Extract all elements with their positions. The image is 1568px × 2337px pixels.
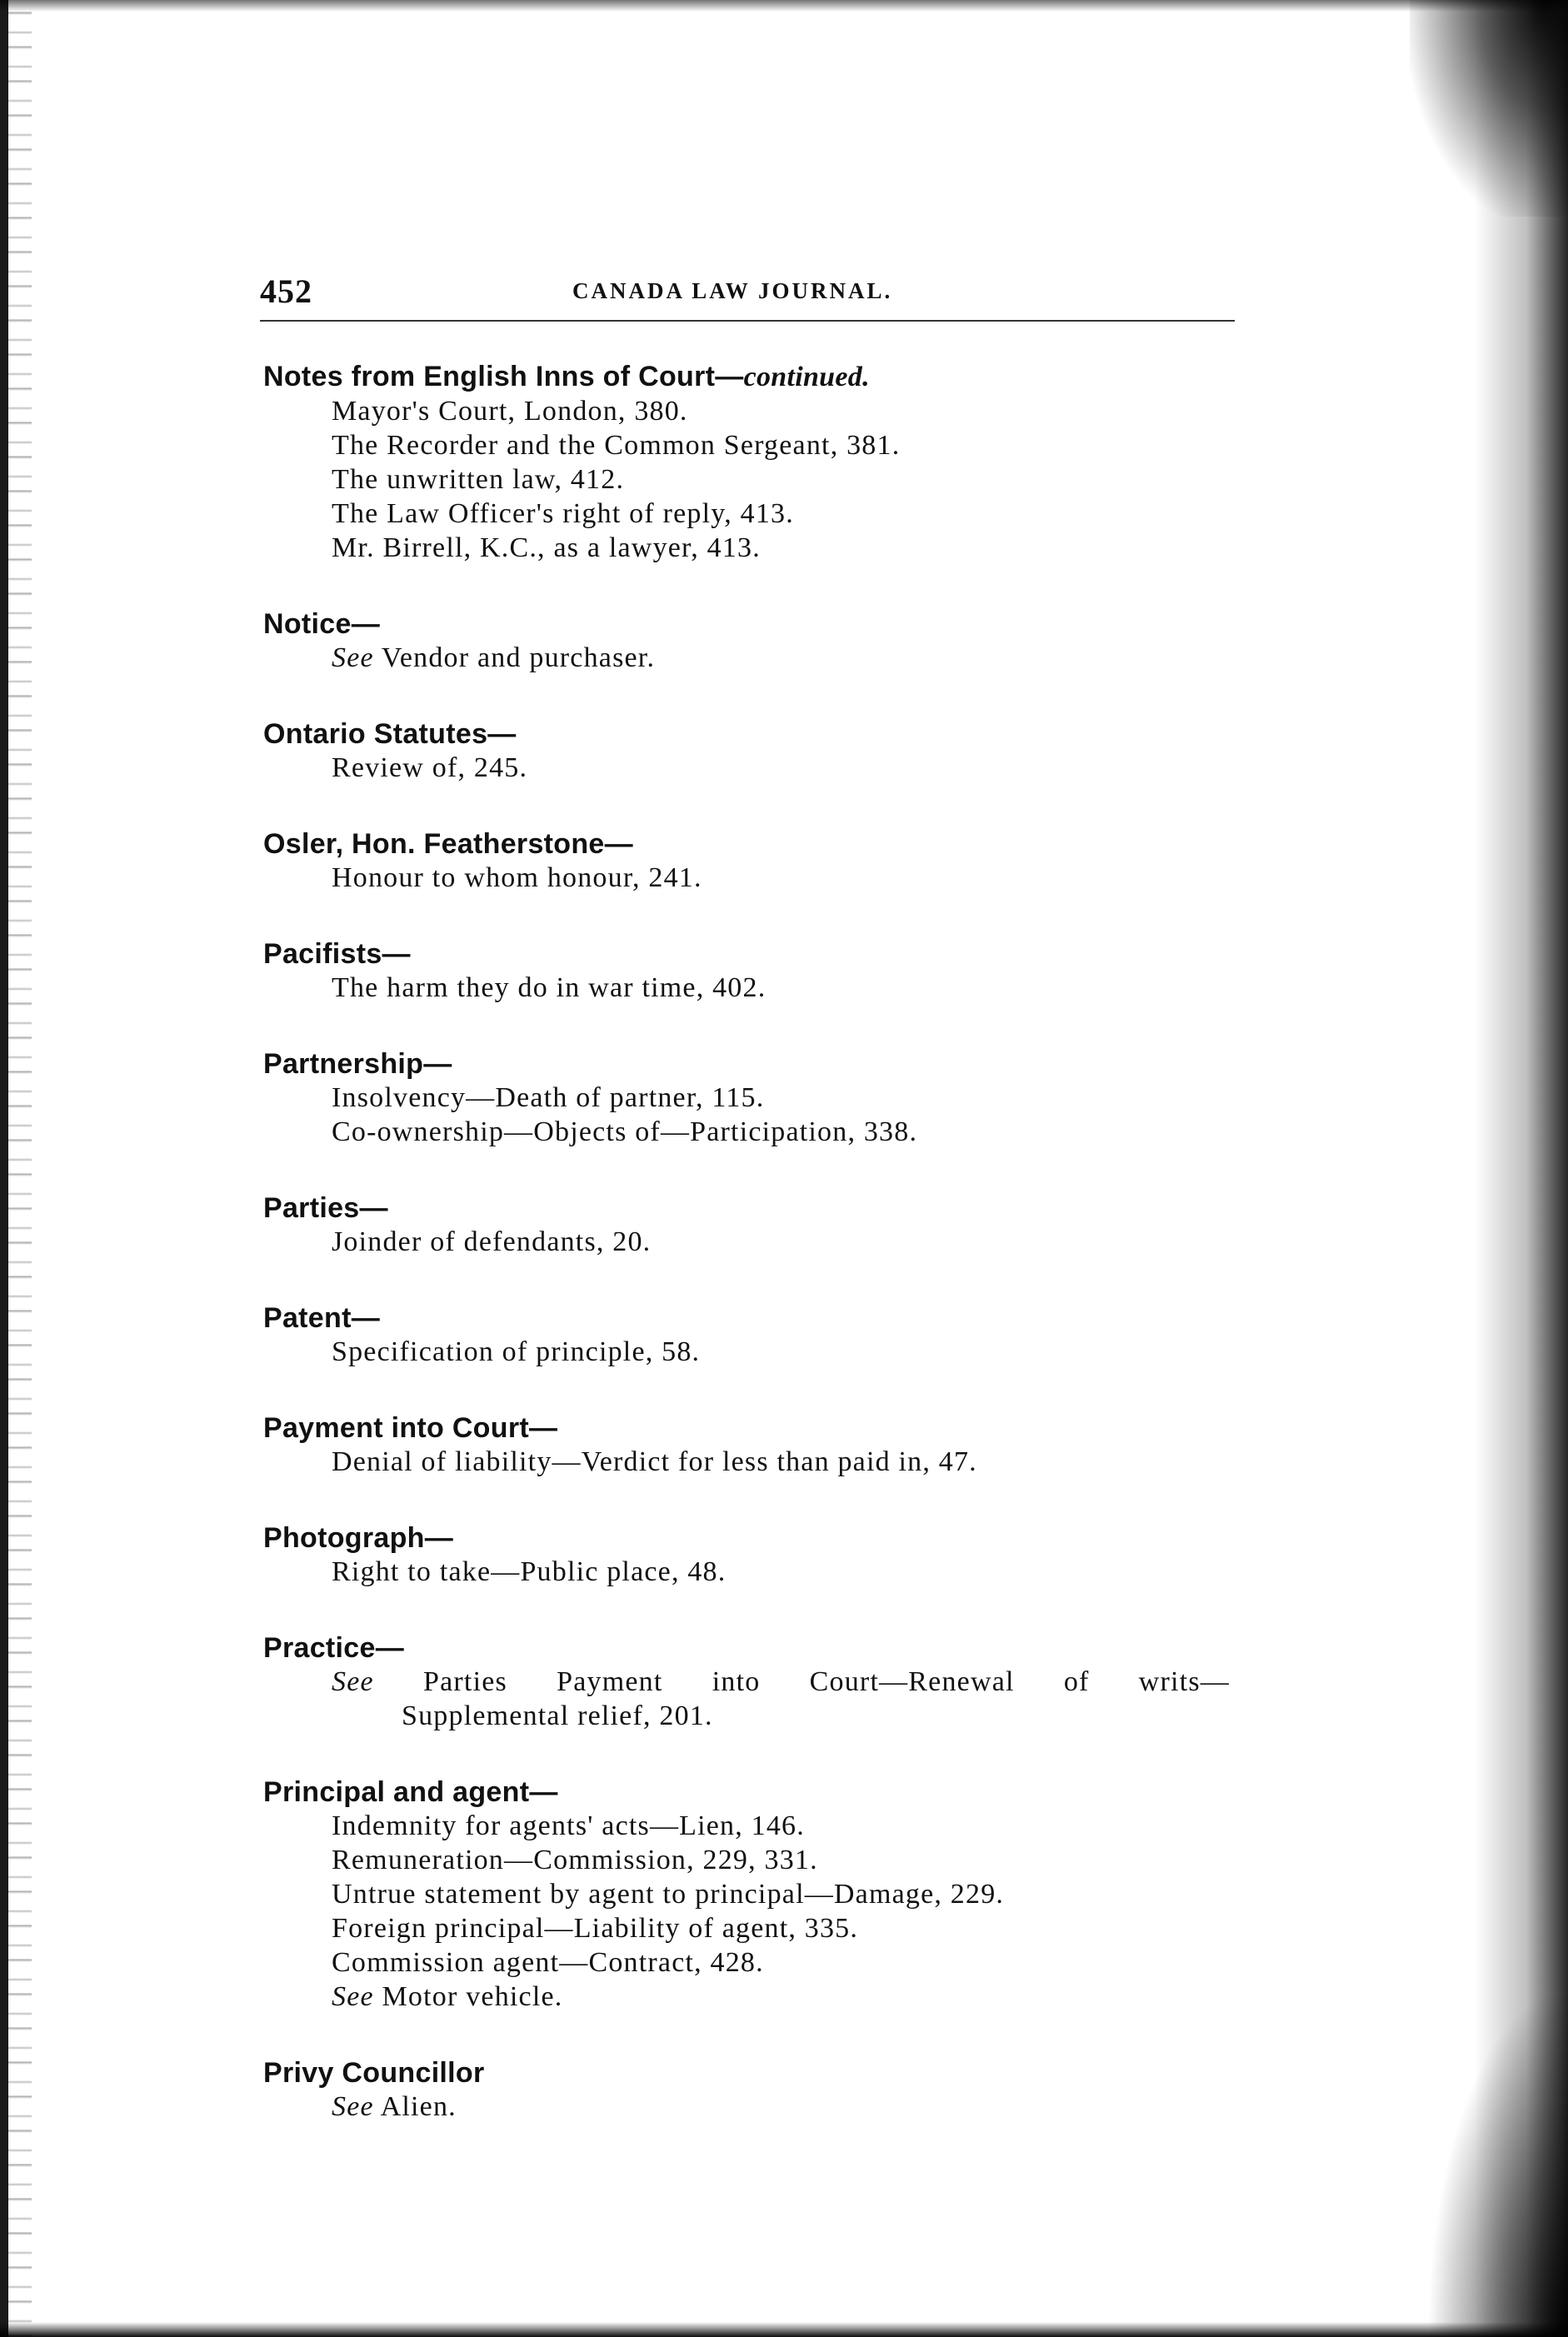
sub-entry: Joinder of defendants, 20. (332, 1226, 652, 1257)
cross-reference-word: Court—Renewal (809, 1666, 1015, 1697)
cross-reference (263, 641, 1238, 675)
index-entry-partnership (263, 1047, 1238, 1149)
index-entry-notes-from-english-inns (263, 360, 1238, 565)
sub-entry: Co-ownership—Objects of—Participation, 338. (332, 1116, 918, 1147)
cross-reference-target: Vendor and purchaser. (373, 642, 656, 673)
sub-entry: The harm they do in war time, 402. (332, 972, 767, 1003)
entry-heading: Photograph— (263, 1522, 454, 1554)
see-label: See (332, 2091, 374, 2122)
index-entry-ontario-statutes (263, 717, 1238, 785)
sub-entry: Insolvency—Death of partner, 115. (332, 1082, 765, 1113)
sub-entry: The Recorder and the Common Sergeant, 381. (332, 430, 901, 461)
cross-reference-word: Payment (557, 1666, 663, 1697)
index-entry-parties (263, 1191, 1238, 1259)
index-entry-practice (263, 1631, 1238, 1733)
sub-entry: Mr. Birrell, K.C., as a lawyer, 413. (332, 532, 761, 563)
sub-entry: Specification of principle, 58. (332, 1336, 701, 1367)
sub-entry: Commission agent—Contract, 428. (332, 1947, 764, 1978)
entry-heading: Practice— (263, 1632, 405, 1664)
sub-entry: Untrue statement by agent to principal—Damage, 229. (332, 1879, 1005, 1910)
scan-blot-bottom-right (1426, 1987, 1568, 2337)
page-header (260, 267, 1235, 317)
index-entry-principal-and-agent (263, 1775, 1238, 2014)
page-number: 452 (260, 272, 312, 310)
entry-heading: Notice— (263, 608, 381, 640)
index-entry-pacifists (263, 937, 1238, 1005)
sub-entry: Review of, 245. (332, 752, 528, 783)
cross-reference (263, 1980, 1238, 2014)
scan-blot-top-right (1410, 0, 1568, 217)
see-label: See (332, 1666, 374, 1697)
sub-entry: Indemnity for agents' acts—Lien, 146. (332, 1810, 805, 1841)
entry-heading-text: Notes from English Inns of Court— (263, 361, 744, 392)
index-entry-privy-councillor (263, 2056, 1238, 2124)
cross-reference-word: writs— (1138, 1666, 1230, 1697)
cross-reference-word: of (1063, 1666, 1090, 1697)
index-entry-photograph (263, 1521, 1238, 1589)
see-label: See (332, 642, 374, 673)
sub-entry: The unwritten law, 412. (332, 464, 625, 495)
scan-speckle-left (8, 0, 32, 2337)
entry-heading: Payment into Court— (263, 1412, 558, 1444)
entry-heading: Parties— (263, 1192, 388, 1224)
entry-heading: Partnership— (263, 1048, 452, 1080)
sub-entry: Foreign principal—Liability of agent, 335. (332, 1913, 859, 1944)
index-entry-patent (263, 1301, 1238, 1369)
cross-reference-continuation: Supplemental relief, 201. (402, 1700, 713, 1731)
running-head: CANADA LAW JOURNAL. (572, 278, 893, 303)
index-entry-osler (263, 827, 1238, 895)
index-body (263, 360, 1238, 2166)
entry-heading (263, 360, 1238, 394)
entry-heading: Patent— (263, 1302, 381, 1334)
sub-entry: Mayor's Court, London, 380. (332, 396, 688, 427)
cross-reference-target: Motor vehicle. (373, 1981, 563, 2012)
cross-reference-word: Parties (423, 1666, 507, 1697)
index-entry-payment-into-court (263, 1411, 1238, 1479)
entry-heading: Pacifists— (263, 938, 411, 970)
header-rule (260, 320, 1235, 322)
sub-entry: Honour to whom honour, 241. (332, 862, 702, 893)
scan-edge-bottom (0, 2322, 1568, 2337)
entry-heading: Osler, Hon. Featherstone— (263, 828, 633, 860)
entry-heading-continued: continued. (743, 362, 870, 392)
sub-entry: Right to take—Public place, 48. (332, 1556, 727, 1587)
entry-heading: Privy Councillor (263, 2057, 485, 2089)
cross-reference-target: Alien. (373, 2091, 457, 2122)
see-label: See (332, 1981, 374, 2012)
cross-reference (263, 1665, 1238, 1699)
sub-entry: Denial of liability—Verdict for less than paid in, 47. (332, 1446, 977, 1477)
cross-reference (263, 2090, 1238, 2124)
index-entry-notice (263, 607, 1238, 675)
scan-edge-top (0, 0, 1568, 12)
sub-entry: The Law Officer's right of reply, 413. (332, 498, 794, 529)
cross-reference-word: into (712, 1666, 761, 1697)
sub-entry: Remuneration—Commission, 229, 331. (332, 1845, 818, 1875)
scan-edge-left (0, 0, 8, 2337)
entry-heading: Principal and agent— (263, 1776, 558, 1808)
entry-heading: Ontario Statutes— (263, 718, 517, 750)
